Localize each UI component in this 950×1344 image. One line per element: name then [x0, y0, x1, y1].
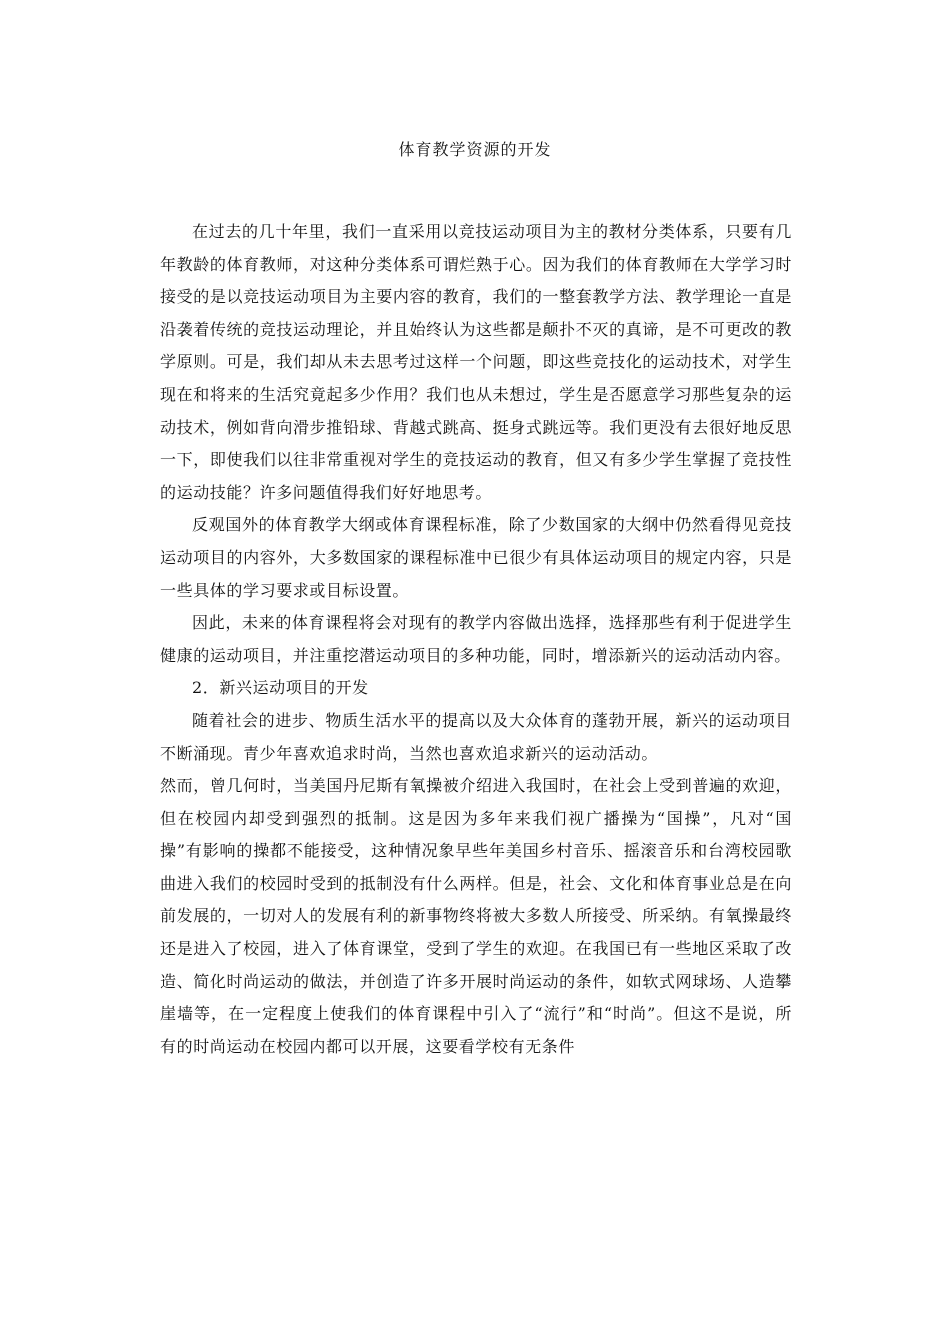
paragraph: 在过去的几十年里，我们一直采用以竞技运动项目为主的教材分类体系，只要有几年教龄的体育教师，对这种分类体系可谓烂熟于心。因为我们的体育教师在大学学习时接受的是以竞技运动项目为主要内容的教育，我们的一整套教学方法、教学理论一直是沿袭着传统的竞技运动理论，并且始终认为这些都是颠扑不灭的真谛，是不可更改的教学原则。可是，我们却从未去思考过这样一个问题，即这些竞技化的运动技术，对学生现在和将来的生活究竟起多少作用？我们也从未想过，学生是否愿意学习那些复杂的运动技术，例如背向滑步推铅球、背越式跳高、挺身式跳远等。我们更没有去很好地反思一下，即使我们以往非常重视对学生的竞技运动的教育，但又有多少学生掌握了竞技性的运动技能？许多问题值得我们好好地思考。 [160, 222, 792, 502]
document-body [160, 216, 792, 1063]
paragraph: 因此，未来的体育课程将会对现有的教学内容做出选择，选择那些有利于促进学生健康的运动项目，并注重挖潜运动项目的多种功能，同时，增添新兴的运动活动内容。 [160, 613, 792, 665]
paragraph: 随着社会的进步、物质生活水平的提高以及大众体育的蓬勃开展，新兴的运动项目不断涌现。青少年喜欢追求时尚，当然也喜欢追求新兴的运动活动。 [160, 710, 792, 763]
section-heading: 2．新兴运动项目的开发 [192, 678, 369, 698]
document-title: 体育教学资源的开发 [398, 140, 552, 159]
paragraph: 然而，曾几何时，当美国丹尼斯有氧操被介绍进入我国时，在社会上受到普遍的欢迎，但在校园内却受到强烈的抵制。这是因为多年来我们视广播操为“国操”，凡对“国操”有影响的操都不能接受，这种情况象早些年美国乡村音乐、摇滚音乐和台湾校园歌曲进入我们的校园时受到的抵制没有什么两样。但是，社会、文化和体育事业总是在向前发展的，一切对人的发展有利的新事物终将被大多数人所接受、所采纳。有氧操最终还是进入了校园，进入了体育课堂，受到了学生的欢迎。在我国已有一些地区采取了改造、简化时尚运动的做法，并创造了许多开展时尚运动的条件，如软式网球场、人造攀崖墙等，在一定程度上使我们的体育课程中引入了“流行”和“时尚”。但这不是说，所有的时尚运动在校园内都可以开展，这要看学校有无条件 [160, 776, 792, 1056]
paragraph: 反观国外的体育教学大纲或体育课程标准，除了少数国家的大纲中仍然看得见竞技运动项目的内容外，大多数国家的课程标准中已很少有具体运动项目的规定内容，只是一些具体的学习要求或目标设置。 [160, 515, 792, 600]
